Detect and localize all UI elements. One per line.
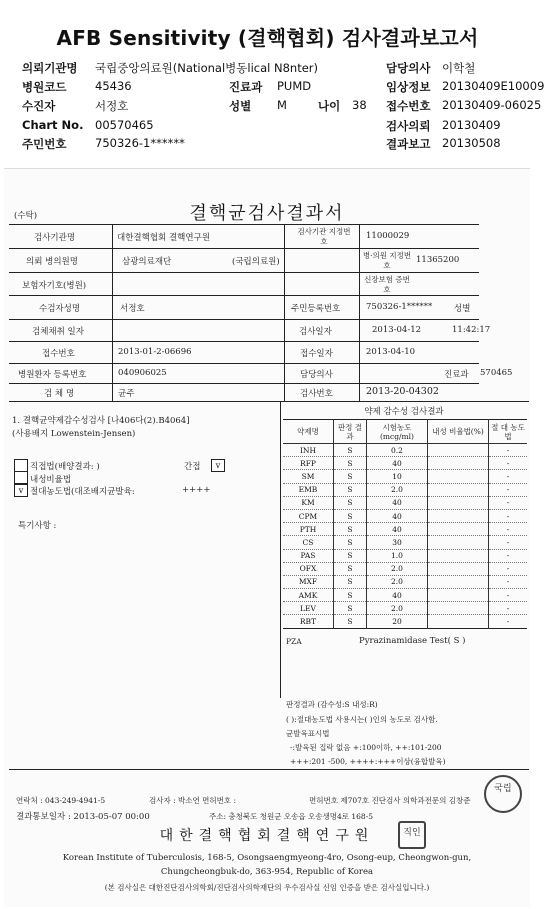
hosp-no-label: 병원환자 등록번호 <box>18 370 87 380</box>
seal-stamp <box>484 775 522 813</box>
table-cell: 10 <box>367 470 428 483</box>
exam-no-label: 검사번호 <box>300 389 333 399</box>
age-value: 38 <box>352 98 367 112</box>
checkbox-ratio <box>14 471 28 484</box>
table-row <box>283 470 527 483</box>
recv-no-value: 2013-01-2-06696 <box>118 347 192 357</box>
table-cell: 40 <box>367 496 428 509</box>
note-5: +++:201 -500, ++++:+++이상(융합발육) <box>290 757 446 766</box>
lab-id-label: 검사기관 지정번호 <box>297 227 351 246</box>
footer-org-ko: 대한결핵협회결핵연구원 <box>159 828 375 844</box>
scanned-report <box>4 168 530 907</box>
table-cell: S <box>334 562 367 575</box>
table-cell <box>428 509 489 522</box>
table-cell: S <box>334 470 367 483</box>
guard-label: 보험자기호(병원) <box>22 281 87 291</box>
grid-line <box>284 224 285 401</box>
table-row <box>283 457 527 470</box>
receipt-label: 접수번호 <box>386 99 431 113</box>
rrn-value: 750326-1****** <box>366 302 433 312</box>
grid-line <box>9 363 479 364</box>
table-row <box>283 483 527 496</box>
opt-direct: 직접법(배양결과: ) <box>30 462 100 472</box>
lab-id-value: 11000029 <box>366 231 410 241</box>
hosp-code-label: 병원코드 <box>22 80 67 94</box>
table-cell <box>428 470 489 483</box>
table-cell: - <box>489 457 528 470</box>
request-label: 검사의뢰 <box>386 119 431 133</box>
table-row <box>283 562 527 575</box>
table-row <box>283 575 527 588</box>
left-heading-2: (사용배지 Lowenstein-Jensen) <box>12 429 136 439</box>
req-org-value: 국립중앙의료원(National병동lical N8nter) <box>95 61 319 75</box>
table-row <box>283 615 527 628</box>
table-cell: 2.0 <box>367 575 428 588</box>
table-cell: PAS <box>283 549 334 562</box>
grid-line <box>9 319 479 320</box>
table-cell <box>428 483 489 496</box>
patient-label: 수검자성명 <box>39 304 81 314</box>
hosp-code-value: 45436 <box>95 79 132 93</box>
grid-line <box>9 341 479 342</box>
table-cell: S <box>334 589 367 602</box>
table-cell: - <box>489 575 528 588</box>
chart-value: 00570465 <box>95 118 154 132</box>
table-cell: - <box>489 602 528 615</box>
grid-line <box>280 401 281 698</box>
recv-date-value: 2013-04-10 <box>366 347 416 357</box>
seal-text: 국립 <box>494 784 512 794</box>
table-cell <box>428 457 489 470</box>
dept-label-scan: 진료과 <box>444 370 469 380</box>
grid-line <box>9 272 479 273</box>
table-row <box>283 496 527 509</box>
grid-line <box>112 224 113 401</box>
doctor-label: 담당의사 <box>386 61 431 75</box>
table-cell: 30 <box>367 536 428 549</box>
collector-label: 수진자 <box>22 99 56 113</box>
table-cell: CPM <box>283 509 334 522</box>
table-cell: S <box>334 483 367 496</box>
table-row <box>283 509 527 522</box>
table-cell: S <box>334 536 367 549</box>
grid-line <box>9 769 529 770</box>
remarks-label: 특기사항 : <box>18 521 57 531</box>
test-date-label: 검사일자 <box>299 327 332 337</box>
table-cell <box>428 602 489 615</box>
table-cell: SM <box>283 470 334 483</box>
note-2: ( ):절대농도법 사용시는( )인의 농도로 검사함. <box>286 715 438 724</box>
req-value: 삼광의료재단 <box>122 257 172 267</box>
checkbox-indirect: v <box>211 459 225 472</box>
exam-no-value: 2013-20-04302 <box>366 386 439 397</box>
official-seal-text: 직인 <box>403 828 421 838</box>
table-row <box>283 536 527 549</box>
test-date-value: 2013-04-12 <box>372 325 422 335</box>
table-cell: - <box>489 523 528 536</box>
lab-label: 검사기관명 <box>34 233 76 243</box>
table-cell: MXF <box>283 575 334 588</box>
table-cell: 2.0 <box>367 483 428 496</box>
collect-label: 검체채취 일자 <box>32 327 84 337</box>
footer-license: 면허번호 제707호 진단검사 의학과전문의 김창준 <box>309 796 471 805</box>
footer-address: 주소: 충청북도 청원군 오송읍 오송생명4로 168-5 <box>209 812 374 821</box>
result-label: 결과보고 <box>386 137 431 151</box>
table-cell: 0.2 <box>367 444 428 457</box>
table-cell: RFP <box>283 457 334 470</box>
table-cell: S <box>334 602 367 615</box>
table-cell: 40 <box>367 589 428 602</box>
footer-examiner: 검사자 : 박소연 면허번호 : <box>149 796 237 805</box>
table-cell <box>428 575 489 588</box>
age-label: 나이 <box>318 99 341 113</box>
grid-line <box>9 248 479 249</box>
req-org-label: 의뢰기관명 <box>22 61 78 75</box>
table-cell: S <box>334 457 367 470</box>
req-label: 의뢰 병의원명 <box>26 257 78 267</box>
footer-org-en-2: Chungcheongbuk-do, 363-954, Republic of Korea <box>160 867 374 877</box>
table-cell <box>428 496 489 509</box>
table-cell: AMK <box>283 589 334 602</box>
table-cell: LEV <box>283 602 334 615</box>
collector-value: 서정호 <box>95 99 129 113</box>
opt-absolute-growth: ++++ <box>182 485 211 495</box>
opt-indirect: 간접 <box>184 462 201 472</box>
col-header: 시험농도 (mcg/ml) <box>367 420 428 444</box>
receipt-tag: (수탁) <box>14 211 38 221</box>
dept-value-scan: 570465 <box>480 368 513 378</box>
specimen-label: 검 체 명 <box>44 389 75 399</box>
table-cell: - <box>489 470 528 483</box>
table-cell: 1.0 <box>367 549 428 562</box>
table-cell: 2.0 <box>367 602 428 615</box>
table-cell: OFX <box>283 562 334 575</box>
grid-line <box>359 224 360 401</box>
note-1: 판정결과 (감수성:S 내성:R) <box>286 700 378 709</box>
pza-label: PZA <box>286 637 302 646</box>
official-seal <box>398 821 426 849</box>
table-cell: - <box>489 444 528 457</box>
report-title: AFB Sensitivity (결핵협회) 검사결과보고서 <box>56 26 479 50</box>
table-cell: RBT <box>283 615 334 628</box>
grid-line <box>9 295 479 296</box>
table-cell: - <box>489 615 528 628</box>
table-cell: - <box>489 483 528 496</box>
sex-value: M <box>277 98 287 112</box>
patient-value: 서정호 <box>120 304 145 314</box>
table-cell: PTH <box>283 523 334 536</box>
footer-cert: (본 검사실은 대한진단검사의학회/진단검사의학재단의 우수검사실 신임 인증을 받은 검사실입니다.) <box>104 883 430 892</box>
table-cell: INH <box>283 444 334 457</box>
table-cell: 40 <box>367 457 428 470</box>
dept-label: 진료과 <box>229 80 263 94</box>
clinical-label: 임상정보 <box>386 80 431 94</box>
request-value: 20130409 <box>442 118 501 132</box>
id-value: 750326-1****** <box>95 136 185 150</box>
table-cell <box>428 549 489 562</box>
table-cell: 20 <box>367 615 428 628</box>
rrn-sex-label: 성별 <box>454 304 471 314</box>
table-cell <box>428 444 489 457</box>
left-heading-1: 1. 결핵균약제감수성검사 [나406다(2).B4064] <box>12 416 190 426</box>
recv-no-label: 접수번호 <box>42 349 75 359</box>
footer-report-date: 결과통보일자 : 2013-05-07 00:00 <box>16 812 150 822</box>
footer-phone: 연락처 : 043-249-4941-5 <box>16 796 106 805</box>
opt-ratio: 내성비율법 <box>30 475 72 485</box>
grid-line <box>9 401 529 402</box>
table-row <box>283 523 527 536</box>
table-cell: - <box>489 496 528 509</box>
col-header: 판정 결과 <box>334 420 367 444</box>
table-cell: S <box>334 615 367 628</box>
col-header: 내성 비율법(%) <box>428 420 489 444</box>
table-cell: EMB <box>283 483 334 496</box>
test-time-value: 11:42:17 <box>452 325 491 335</box>
grid-line <box>9 383 479 384</box>
grid-line <box>9 224 479 225</box>
result-value: 20130508 <box>442 136 501 150</box>
opt-absolute: 절대농도법(대조배지균발육: <box>30 487 135 497</box>
scan-title: 결핵균검사결과서 <box>189 203 345 224</box>
table-cell: 2.0 <box>367 562 428 575</box>
sex-label: 성별 <box>229 99 252 113</box>
col-header: 절 대 농도법 <box>489 420 528 444</box>
clinical-value: 20130409E10009 <box>442 79 544 93</box>
table-cell: S <box>334 523 367 536</box>
table-cell: S <box>334 575 367 588</box>
note-3: 균발육표시법 <box>286 729 330 738</box>
req-type: (국립의료원) <box>232 257 280 267</box>
doctor-label-scan: 담당의사 <box>300 370 333 380</box>
table-cell: - <box>489 509 528 522</box>
checkbox-absolute: v <box>14 484 28 497</box>
table-caption: 약제 감수성 검사결과 <box>364 407 444 417</box>
table-row <box>283 589 527 602</box>
table-cell: S <box>334 509 367 522</box>
doctor-value: 이학철 <box>442 61 476 75</box>
pza-value: Pyrazinamidase Test( S ) <box>359 636 466 646</box>
table-row <box>283 549 527 562</box>
table-cell: - <box>489 589 528 602</box>
table-cell: CS <box>283 536 334 549</box>
table-cell: S <box>334 496 367 509</box>
recv-date-label: 접수일자 <box>300 349 333 359</box>
table-cell: KM <box>283 496 334 509</box>
note-4: -:발육된 집락 없음 +:100이하, ++:101-200 <box>290 743 442 752</box>
col-header: 약제명 <box>283 420 334 444</box>
table-cell: 40 <box>367 523 428 536</box>
id-label: 주민번호 <box>22 137 67 151</box>
chart-label: Chart No. <box>22 118 84 132</box>
table-row <box>283 444 527 457</box>
footer-org-en-1: Korean Institute of Tuberculosis, 168-5, Osongsaengmyeong-4ro, Osong-eup, Cheongwon-gun, <box>62 853 472 863</box>
dept-value: PUMD <box>277 79 312 93</box>
hosp-no-value: 040906025 <box>118 368 167 378</box>
table-cell <box>428 589 489 602</box>
table-cell: S <box>334 444 367 457</box>
susceptibility-table <box>283 419 527 629</box>
req-id-label: 병·의원 지정번호 <box>362 251 412 270</box>
table-cell <box>428 615 489 628</box>
table-row <box>283 602 527 615</box>
table-cell: - <box>489 562 528 575</box>
receipt-value: 20130409-06025 <box>442 98 542 112</box>
table-cell: 40 <box>367 509 428 522</box>
lab-value: 대한결핵협회 결핵연구원 <box>117 233 211 243</box>
rrn-label: 주민등록번호 <box>291 304 341 314</box>
specimen-value: 균주 <box>118 389 135 399</box>
req-id-value: 11365200 <box>416 255 460 265</box>
table-cell: S <box>334 549 367 562</box>
table-cell: - <box>489 549 528 562</box>
table-cell: - <box>489 536 528 549</box>
table-cell <box>428 523 489 536</box>
table-cell <box>428 536 489 549</box>
confirm-label: 신장보험 증번호 <box>364 275 410 294</box>
table-cell <box>428 562 489 575</box>
